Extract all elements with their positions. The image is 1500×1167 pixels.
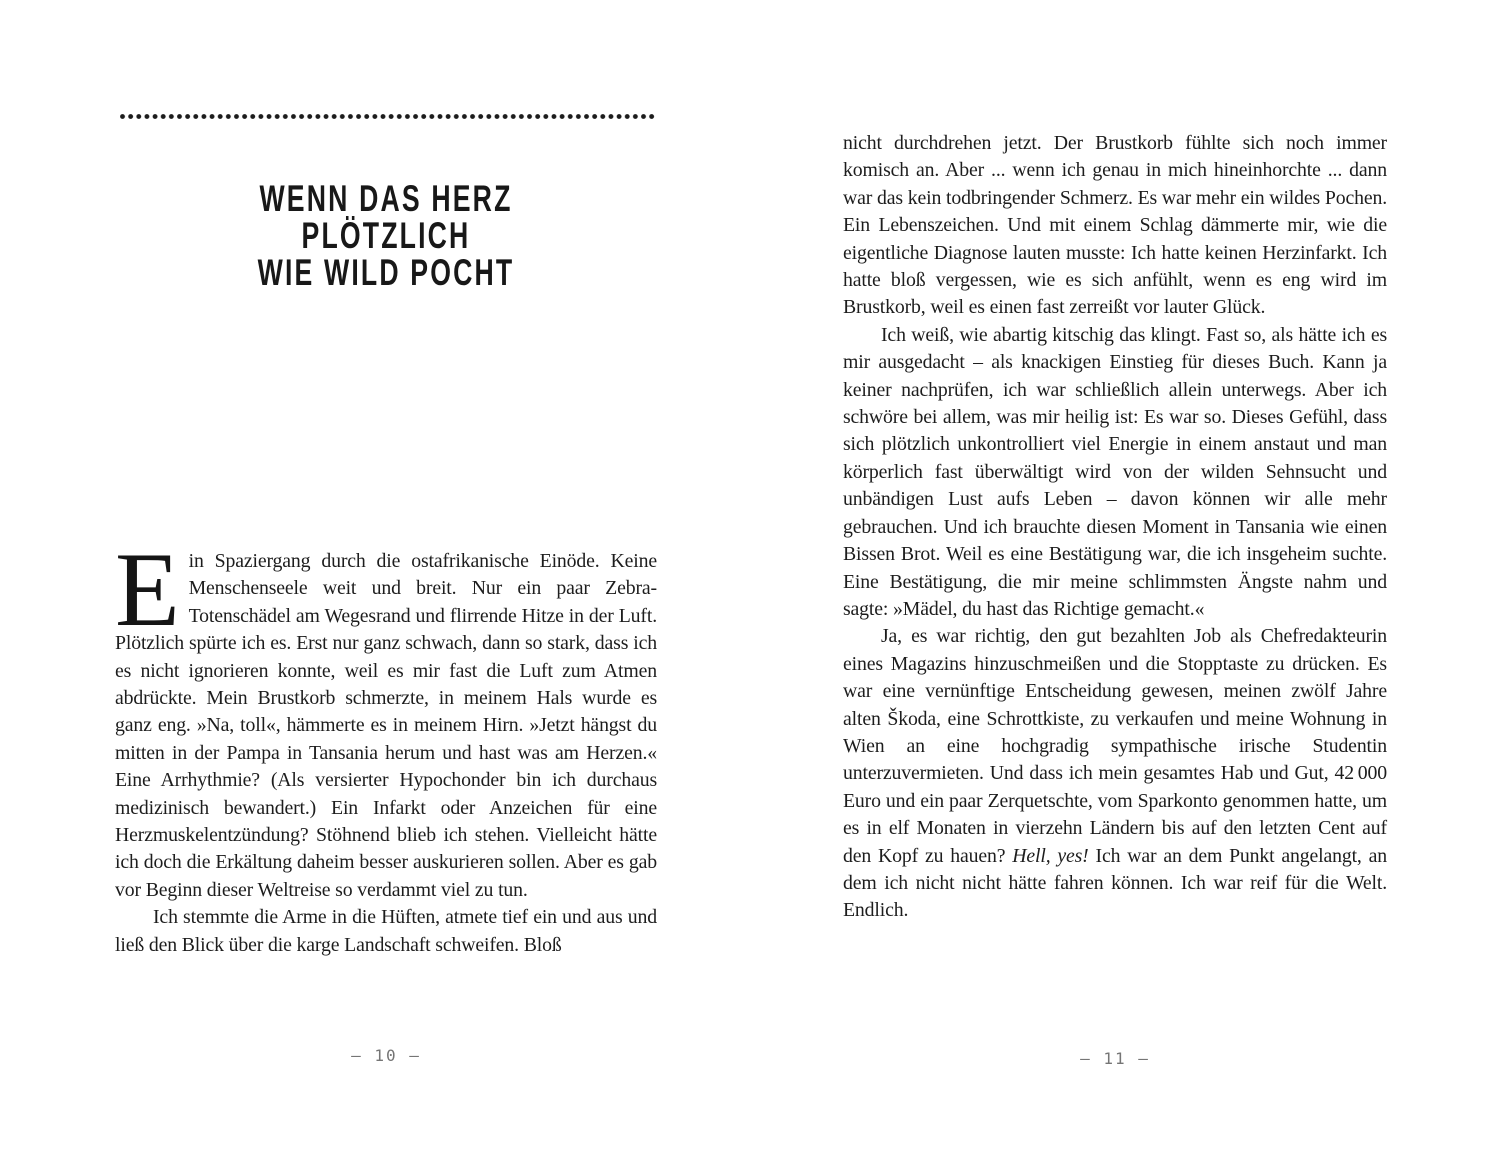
paragraph-text: in Spaziergang durch die ostafrikanische Einöde. Keine Menschenseele weit und breit. Nur ein paar Zebra-Totenschädel am Wegesrand und flirrende Hitze in der Luft. Plötzlich spürte ich es. Erst nur ganz schwach, dann so stark, dass ich es nicht ignorieren konnte, weil es mir fast die Luft zum Atmen abdrückte. Mein Brustkorb schmerzte, in meinem Hals wurde es ganz eng. »Na, toll«, hämmerte es in meinem Hirn. »Jetzt hängst du mitten in der Pampa in Tansania herum und hast was am Herzen.« Eine Arrhythmie? (Als versierter Hypochonder bin ich durchaus medizinisch bewandert.) Ein Infarkt oder Anzeichen für eine Herzmuskelentzündung? Stöhnend blieb ich stehen. Vielleicht hätte ich doch die Erkältung daheim besser auskurieren sollen. Aber es gab vor Beginn dieser Weltreise so verdammt viel zu tun. [115, 550, 657, 901]
chapter-divider-dots [120, 114, 656, 119]
right-page-body [843, 130, 1387, 925]
page-number: – 11 – [1080, 1049, 1150, 1068]
paragraph-text: Ich war an dem Punkt angelangt, an dem ich nicht nicht hätte fahren können. Ich war reif für die Welt. Endlich. [843, 844, 1387, 922]
paragraph-text: Ich stemmte die Arme in die Hüften, atmete tief ein und aus und ließ den Blick über die karge Landschaft schweifen. Bloß [115, 906, 657, 956]
right-page [843, 0, 1387, 1167]
chapter-title-line-2: PLÖTZLICH [301, 215, 471, 256]
chapter-title-line-1: WENN DAS HERZ [259, 178, 513, 219]
left-page-body [115, 531, 657, 959]
body-paragraph [843, 322, 1387, 623]
body-paragraph [115, 531, 657, 904]
page-number: – 10 – [351, 1046, 421, 1065]
paragraph-text: Ja, es war richtig, den gut bezahlten Job als Chefredakteurin eines Magazins hinzuschmeißen und die Stopptaste zu drücken. Es war eine vernünftige Entscheidung gewesen, meinen zwölf Jahre alten Škoda, eine Schrottkiste, zu verkaufen und meine Wohnung in Wien an eine hochgradig sympathische irische Studentin unterzuvermieten. Und dass ich mein gesamtes Hab und Gut, 42 000 Euro und ein paar Zerquetschte, vom Sparkonto genommen hatte, um es in elf Monaten in vierzehn Ländern bis auf den letzten Cent auf den Kopf zu hauen? [843, 625, 1387, 867]
paragraph-text: Ich weiß, wie abartig kitschig das klingt. Fast so, als hätte ich es mir ausgedacht – als knackigen Einstieg für dieses Buch. Kann ja keiner nachprüfen, ich war schließlich allein unterwegs. Aber ich schwöre bei allem, was mir heilig ist: Es war so. Dieses Gefühl, dass sich plötzlich unkontrolliert viel Energie in einem anstaut und man körperlich fast überwältigt wird von der wilden Sehnsucht und unbändigen Lust aufs Leben – davon können wir alle mehr gebrauchen. Und ich brauchte diesen Moment in Tansania wie einen Bissen Brot. Weil es eine Bestätigung war, die ich insgeheim suchte. Eine Bestätigung, die mir meine schlimmsten Ängste nahm und sagte: »Mädel, du hast das Richtige gemacht.« [843, 323, 1387, 620]
body-paragraph [843, 623, 1387, 924]
drop-cap: E [115, 531, 180, 648]
body-paragraph [115, 904, 657, 959]
chapter-title-line-3: WIE WILD POCHT [257, 252, 515, 293]
body-paragraph [843, 130, 1387, 322]
chapter-title [191, 180, 581, 291]
italic-phrase: Hell, yes! [1012, 844, 1089, 867]
paragraph-text: nicht durchdrehen jetzt. Der Brustkorb fühlte sich noch immer komisch an. Aber ... wenn ich genau in mich hineinhorchte ... dann war das kein todbringender Schmerz. Es war mehr ein wildes Pochen. Ein Lebenszeichen. Und mit einem Schlag dämmerte mir, wie die eigentliche Diagnose lauten musste: Ich hatte keinen Herzinfarkt. Ich hatte bloß vergessen, wie es sich anfühlt, wenn es eng wird im Brustkorb, weil es einen fast zerreißt vor lauter Glück. [843, 132, 1387, 319]
left-page [115, 0, 657, 1167]
